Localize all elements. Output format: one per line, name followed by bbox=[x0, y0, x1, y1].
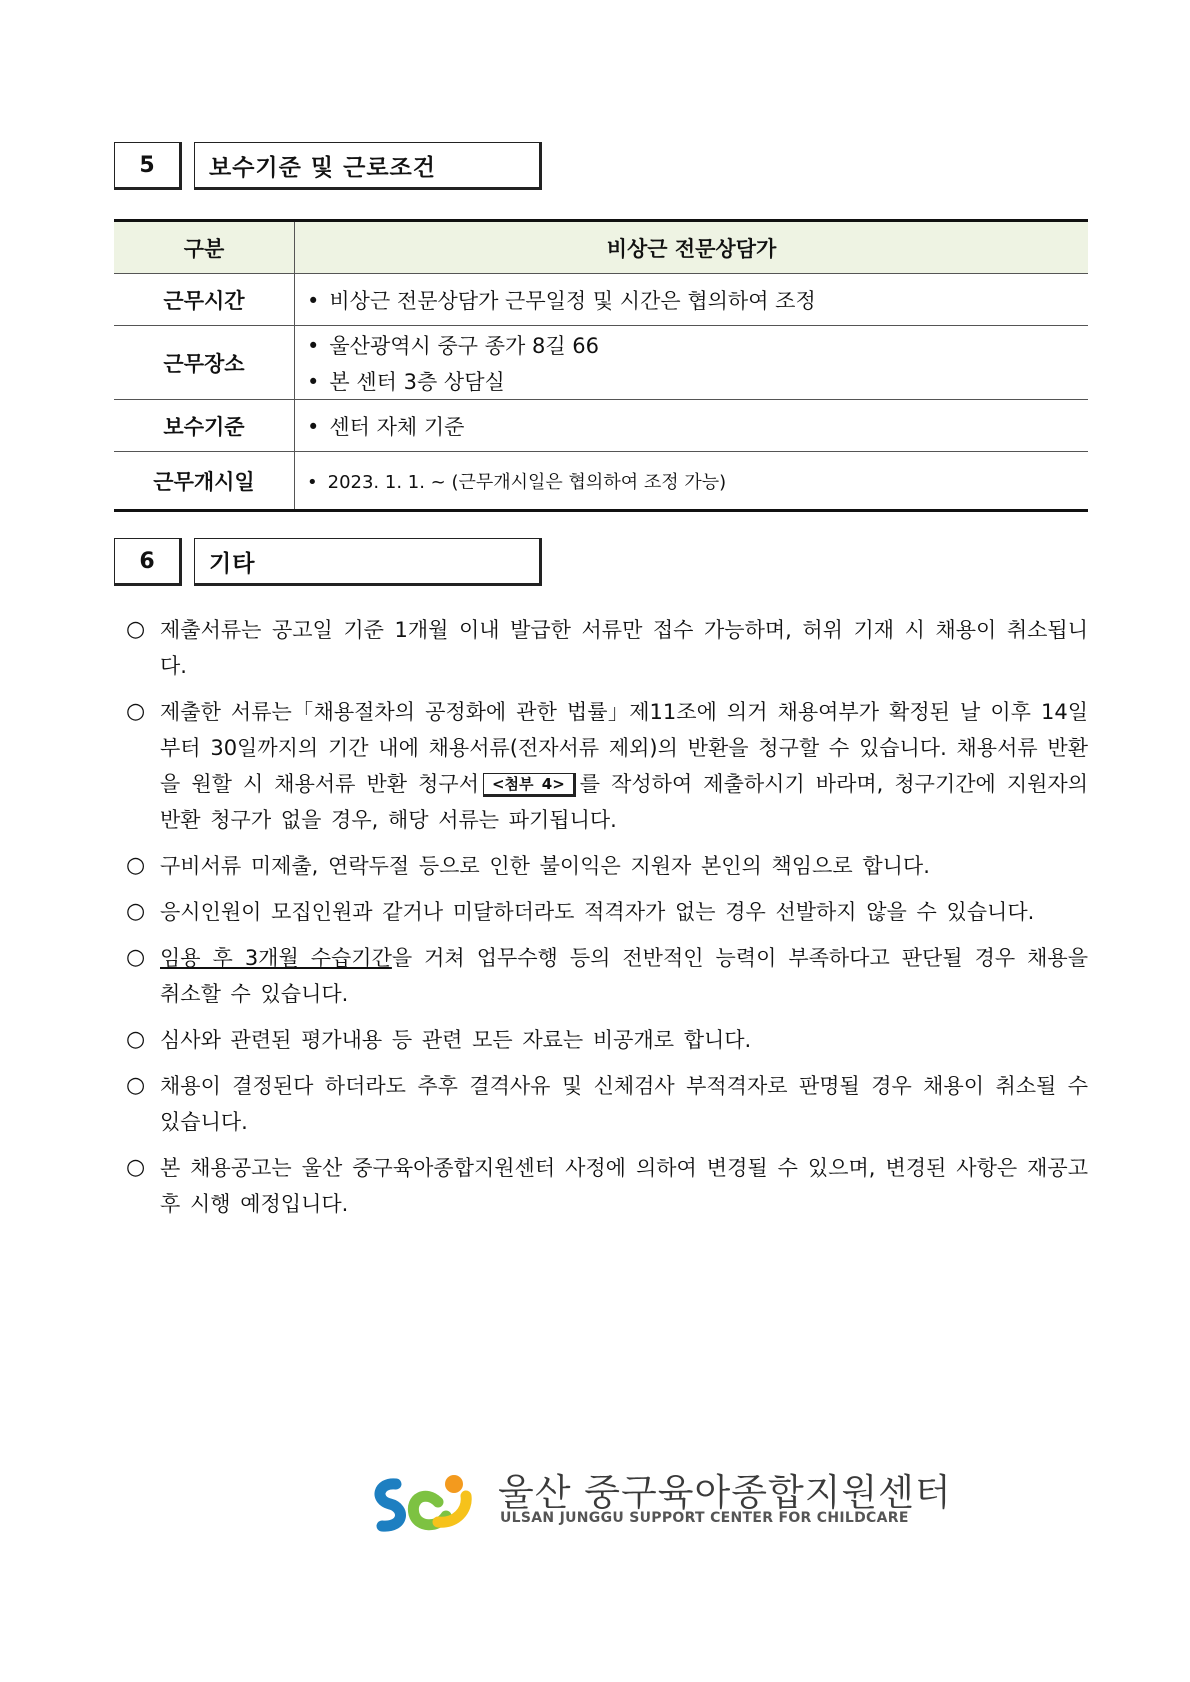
note-text: 심사와 관련된 평가내용 등 관련 모든 자료는 비공개로 합니다. bbox=[160, 1028, 752, 1052]
section-title: 보수기준 및 근로조건 bbox=[194, 142, 542, 190]
row-value: • 2023. 1. 1. ~ (근무개시일은 협의하여 조정 가능) bbox=[307, 472, 726, 493]
list-item bbox=[126, 694, 1088, 838]
working-conditions-table bbox=[114, 219, 1088, 512]
table-row bbox=[114, 326, 1088, 400]
attachment-badge: <첨부 4> bbox=[483, 773, 576, 797]
list-item bbox=[126, 1068, 1088, 1140]
list-item bbox=[126, 894, 1088, 930]
row-label: 근무개시일 bbox=[114, 452, 295, 511]
table-row bbox=[114, 400, 1088, 452]
logo-name-korean: 울산 중구육아종합지원센터 bbox=[498, 1471, 952, 1514]
row-value: • 울산광역시 중구 종가 8길 66 bbox=[307, 330, 1087, 360]
list-item bbox=[126, 612, 1088, 684]
center-logo-icon bbox=[368, 1462, 488, 1542]
row-label: 근무장소 bbox=[114, 326, 295, 400]
logo-name-english: ULSAN JUNGGU SUPPORT CENTER FOR CHILDCARE bbox=[500, 1510, 909, 1526]
note-text: 제출한 서류는「채용절차의 공정화에 관한 법률」제11조에 의거 채용여부가 확정된 날 이후 14일부터 30일까지의 기간 내에 채용서류(전자서류 제외)의 반환을 청구할 수 있습니다. 채용서류 반환을 원할 시 채용서류 반환 청구서 bbox=[160, 700, 1088, 796]
section-number: 6 bbox=[114, 538, 182, 586]
note-text: 구비서류 미제출, 연락두절 등으로 인한 불이익은 지원자 본인의 책임으로 합니다. bbox=[160, 854, 930, 878]
note-underlined-text: 임용 후 3개월 수습기간 bbox=[160, 946, 392, 970]
note-text: 를 작성하여 제출하시기 바라며, 청구기간에 지원자의 반환 청구가 없을 경우, 해당 서류는 파기됩니다. bbox=[160, 772, 1088, 832]
center-logo bbox=[368, 1462, 952, 1542]
circle-bullet-icon: ○ bbox=[126, 899, 146, 924]
section-number: 5 bbox=[114, 142, 182, 190]
circle-bullet-icon: ○ bbox=[126, 1073, 146, 1098]
row-label: 보수기준 bbox=[114, 400, 295, 452]
circle-bullet-icon: ○ bbox=[126, 617, 146, 642]
list-item bbox=[126, 848, 1088, 884]
circle-bullet-icon: ○ bbox=[126, 699, 146, 724]
list-item bbox=[126, 1022, 1088, 1058]
list-item bbox=[126, 1150, 1088, 1222]
row-value: • 본 센터 3층 상담실 bbox=[307, 366, 1087, 396]
note-text: 응시인원이 모집인원과 같거나 미달하더라도 적격자가 없는 경우 선발하지 않을 수 있습니다. bbox=[160, 900, 1035, 924]
note-text: 본 채용공고는 울산 중구육아종합지원센터 사정에 의하여 변경될 수 있으며, 변경된 사항은 재공고 후 시행 예정입니다. bbox=[160, 1156, 1088, 1216]
header-category: 구분 bbox=[114, 221, 295, 274]
note-text: 을 거쳐 업무수행 등의 전반적인 능력이 부족하다고 판단될 경우 채용을 취소할 수 있습니다. bbox=[160, 946, 1088, 1006]
row-value: • 센터 자체 기준 bbox=[307, 415, 464, 439]
circle-bullet-icon: ○ bbox=[126, 945, 146, 970]
notes-list bbox=[126, 612, 1088, 1232]
list-item bbox=[126, 940, 1088, 1012]
circle-bullet-icon: ○ bbox=[126, 1027, 146, 1052]
note-text: 제출서류는 공고일 기준 1개월 이내 발급한 서류만 접수 가능하며, 허위 기재 시 채용이 취소됩니다. bbox=[160, 618, 1088, 678]
circle-bullet-icon: ○ bbox=[126, 853, 146, 878]
circle-bullet-icon: ○ bbox=[126, 1155, 146, 1180]
row-label: 근무시간 bbox=[114, 274, 295, 326]
header-position: 비상근 전문상담가 bbox=[295, 221, 1089, 274]
table-row bbox=[114, 452, 1088, 511]
row-value: • 비상근 전문상담가 근무일정 및 시간은 협의하여 조정 bbox=[307, 289, 816, 313]
table-row bbox=[114, 274, 1088, 326]
note-text: 채용이 결정된다 하더라도 추후 결격사유 및 신체검사 부적격자로 판명될 경우 채용이 취소될 수 있습니다. bbox=[160, 1074, 1088, 1134]
section-title: 기타 bbox=[194, 538, 542, 586]
table-header-row bbox=[114, 221, 1088, 274]
